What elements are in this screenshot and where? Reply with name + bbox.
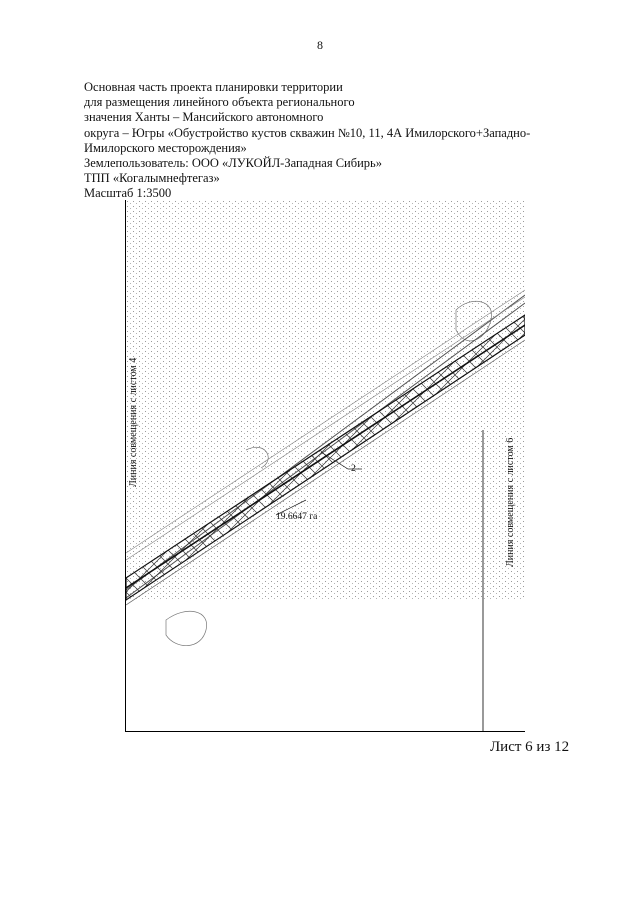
- header-line: для размещения линейного объекта регионального: [84, 95, 355, 110]
- plan-map: [125, 200, 525, 732]
- left-match-line-label: Линия совмещения с листом 4: [128, 357, 139, 487]
- land-user-line: Землепользователь: ООО «ЛУКОЙЛ-Западная Сибирь»: [84, 156, 382, 171]
- tpp-line: ТПП «Когалымнефтегаз»: [84, 171, 220, 186]
- header-line: Имилорского месторождения»: [84, 140, 247, 155]
- scale-line: Масштаб 1:3500: [84, 186, 172, 201]
- contour-line: [166, 611, 207, 645]
- header-line: округа – Югры «Обустройство кустов скважин №10, 11, 4А Имилорского+Западно-: [84, 125, 531, 140]
- header-line: значения Ханты – Мансийского автономного: [84, 110, 324, 125]
- document-header: [84, 80, 604, 202]
- right-match-line-label: Линия совмещения с листом 6: [505, 437, 516, 567]
- callout-number: 2: [351, 464, 356, 474]
- area-label: 19.6647 га: [276, 512, 318, 522]
- map-drawing: [126, 200, 525, 731]
- page-number: 8: [317, 38, 323, 52]
- sheet-label: Лист 6 из 12: [490, 739, 570, 755]
- header-line: Основная часть проекта планировки территории: [84, 80, 343, 94]
